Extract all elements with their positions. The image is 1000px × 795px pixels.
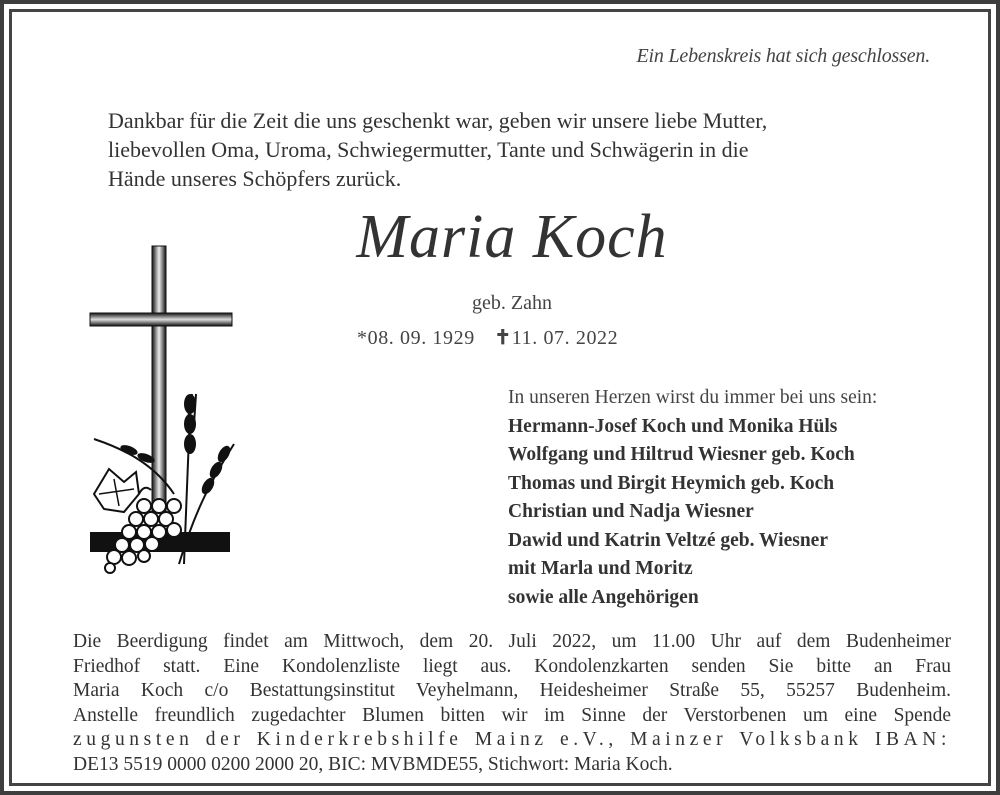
cross-with-grapes-and-wheat-icon	[84, 244, 244, 574]
funeral-line: zugunsten der Kinderkrebshilfe Mainz e.V., Mainzer Volksbank IBAN:	[73, 729, 951, 750]
funeral-line: Maria Koch c/o Bestattungsinstitut Veyhelmann, Heidesheimer Straße 55, 55257 Budenheim.	[73, 680, 951, 701]
deceased-name: Maria Koch	[356, 203, 668, 271]
intro-line: Dankbar für die Zeit die uns geschenkt war, geben wir unsere liebe Mutter,	[108, 108, 768, 133]
funeral-line: DE13 5519 0000 0200 2000 20, BIC: MVBMDE55, Stichwort: Maria Koch.	[73, 753, 673, 775]
page-background	[4, 4, 996, 791]
mourner-line: Wolfgang und Hiltrud Wiesner geb. Koch	[508, 444, 855, 465]
maiden-name: geb. Zahn	[472, 292, 552, 314]
funeral-details	[73, 630, 951, 777]
intro-line: Hände unseres Schöpfers zurück.	[108, 166, 402, 191]
mourner-line: Thomas und Birgit Heymich geb. Koch	[508, 472, 835, 494]
mourners-lead: In unseren Herzen wirst du immer bei uns sein:	[508, 387, 878, 408]
mourners-block	[508, 384, 978, 612]
life-dates	[357, 325, 677, 350]
death-cross-icon: ✝	[494, 327, 512, 349]
funeral-line: Die Beerdigung findet am Mittwoch, dem 20. Juli 2022, um 11.00 Uhr auf dem Budenheimer	[73, 631, 951, 652]
death-date: 11. 07. 2022	[511, 327, 619, 349]
motto: Ein Lebenskreis hat sich geschlossen.	[636, 45, 930, 67]
mourner-line: Dawid und Katrin Veltzé geb. Wiesner	[508, 529, 828, 551]
mourner-line: sowie alle Angehörigen	[508, 586, 699, 608]
intro-text	[108, 106, 928, 193]
birth-date: 08. 09. 1929	[367, 327, 475, 349]
mourner-line: Hermann-Josef Koch und Monika Hüls	[508, 415, 838, 437]
birth-symbol: *	[357, 327, 368, 349]
mourner-line: Christian und Nadja Wiesner	[508, 501, 754, 522]
funeral-line: Friedhof statt. Eine Kondolenzliste liegt aus. Kondolenzkarten senden Sie bitte an Frau	[73, 655, 951, 677]
obituary-frame	[9, 9, 991, 786]
funeral-line: Anstelle freundlich zugedachter Blumen bitten wir im Sinne der Verstorbenen um eine Spende	[73, 704, 951, 726]
intro-line: liebevollen Oma, Uroma, Schwiegermutter, Tante und Schwägerin in die	[108, 137, 749, 162]
mourner-line: mit Marla und Moritz	[508, 558, 693, 579]
